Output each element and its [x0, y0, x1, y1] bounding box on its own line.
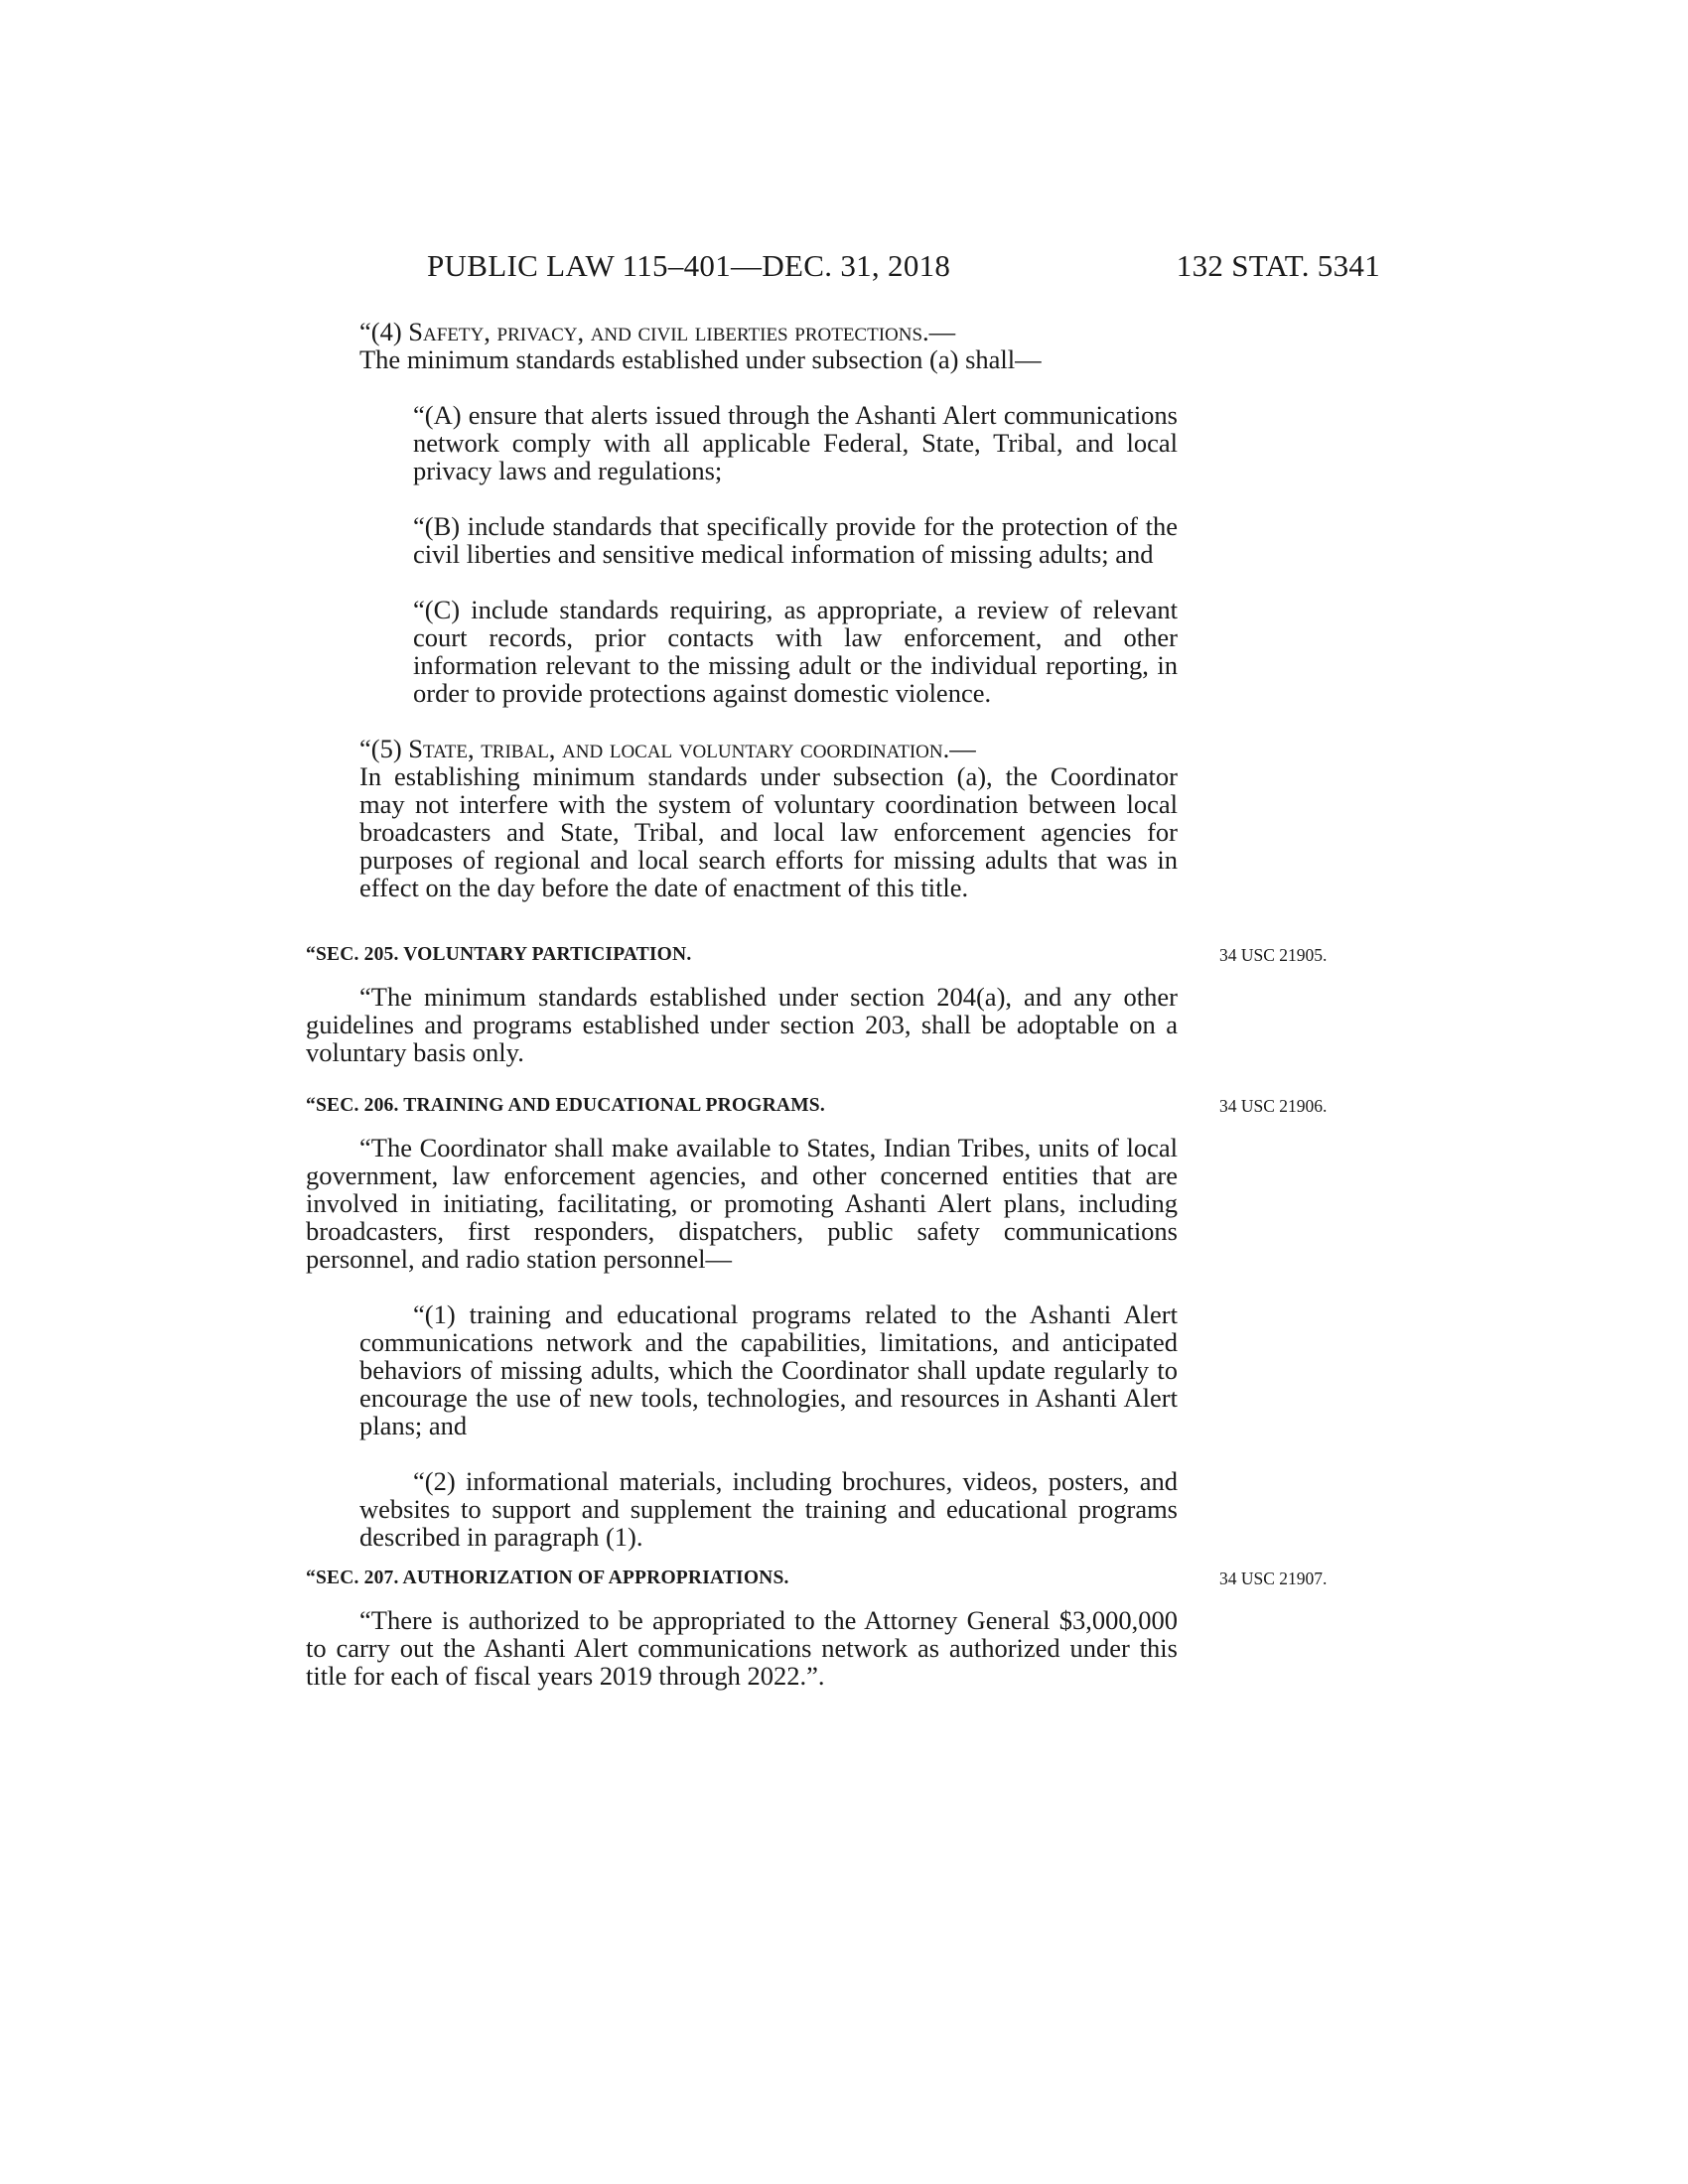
section-207-text: “There is authorized to be appropriated to the Attorney General $3,000,000 to carry out the Ashanti Alert communications network as authorized under this title for each of fiscal years 2019 through 2022.”.: [306, 1605, 1178, 1691]
section-206-paragraph-1: “(1) training and educational programs related to the Ashanti Alert communications network and the capabilities, limitations, and anticipated behaviors of missing adults, which the Coordinator shall update regularly to encourage the use of new tools, technologies, and resources in Ashanti Alert plans; and: [359, 1299, 1178, 1440]
section-206-heading: “SEC. 206. TRAINING AND EDUCATIONAL PROGRAMS.: [306, 1095, 825, 1116]
section-206-text: “The Coordinator shall make available to States, Indian Tribes, units of local government, law enforcement agencies, and other concerned entities that are involved in initiating, facilitating, or promoting Ashanti Alert plans, including broadcasters, first responders, dispatchers, public safety communications personnel, and radio station personnel—: [306, 1133, 1178, 1274]
paragraph-5-text: In establishing minimum standards under subsection (a), the Coordinator may not interfere with the system of voluntary coordination between local broadcasters and State, Tribal, and local law enforcement agencies for purposes of regional and local search efforts for missing adults that was in effect on the day before the date of enactment of this title.: [359, 761, 1178, 902]
paragraph-4-text: The minimum standards established under subsection (a) shall—: [359, 344, 1042, 374]
section-207-heading: “SEC. 207. AUTHORIZATION OF APPROPRIATIONS.: [306, 1568, 789, 1588]
paragraph-4: “(4) Safety, privacy, and civil liberties protections.—: [359, 317, 956, 346]
section-205-text: “The minimum standards established under section 204(a), and any other guidelines and programs established under section 203, shall be adoptable on a voluntary basis only.: [306, 982, 1178, 1067]
running-header: [427, 248, 1380, 288]
section-205-margin-note: 34 USC 21905.: [1219, 945, 1328, 965]
paragraph-4-heading: Safety, privacy, and civil liberties protections.: [408, 317, 929, 346]
section-205-heading: “SEC. 205. VOLUNTARY PARTICIPATION.: [306, 944, 692, 965]
subparagraph-c: “(C) include standards requiring, as appropriate, a review of relevant court records, prior contacts with law enforcement, and other information relevant to the missing adult or the individual reporting, in order to provide protections against domestic violence.: [413, 595, 1178, 708]
section-207-margin-note: 34 USC 21907.: [1219, 1569, 1328, 1588]
paragraph-5-heading: State, tribal, and local voluntary coordination.: [408, 734, 950, 763]
subparagraph-b: “(B) include standards that specifically provide for the protection of the civil liberties and sensitive medical information of missing adults; and: [413, 511, 1178, 569]
subparagraph-a: “(A) ensure that alerts issued through the Ashanti Alert communications network comply with all applicable Federal, State, Tribal, and local privacy laws and regulations;: [413, 400, 1178, 485]
section-206-paragraph-2: “(2) informational materials, including brochures, videos, posters, and websites to support and supplement the training and educational programs described in paragraph (1).: [359, 1466, 1178, 1552]
section-206-margin-note: 34 USC 21906.: [1219, 1096, 1328, 1116]
paragraph-5: “(5) State, tribal, and local voluntary coordination.—: [359, 734, 976, 763]
stat-page-number: 132 STAT. 5341: [1176, 248, 1380, 283]
running-head: PUBLIC LAW 115–401—DEC. 31, 2018: [427, 248, 951, 283]
